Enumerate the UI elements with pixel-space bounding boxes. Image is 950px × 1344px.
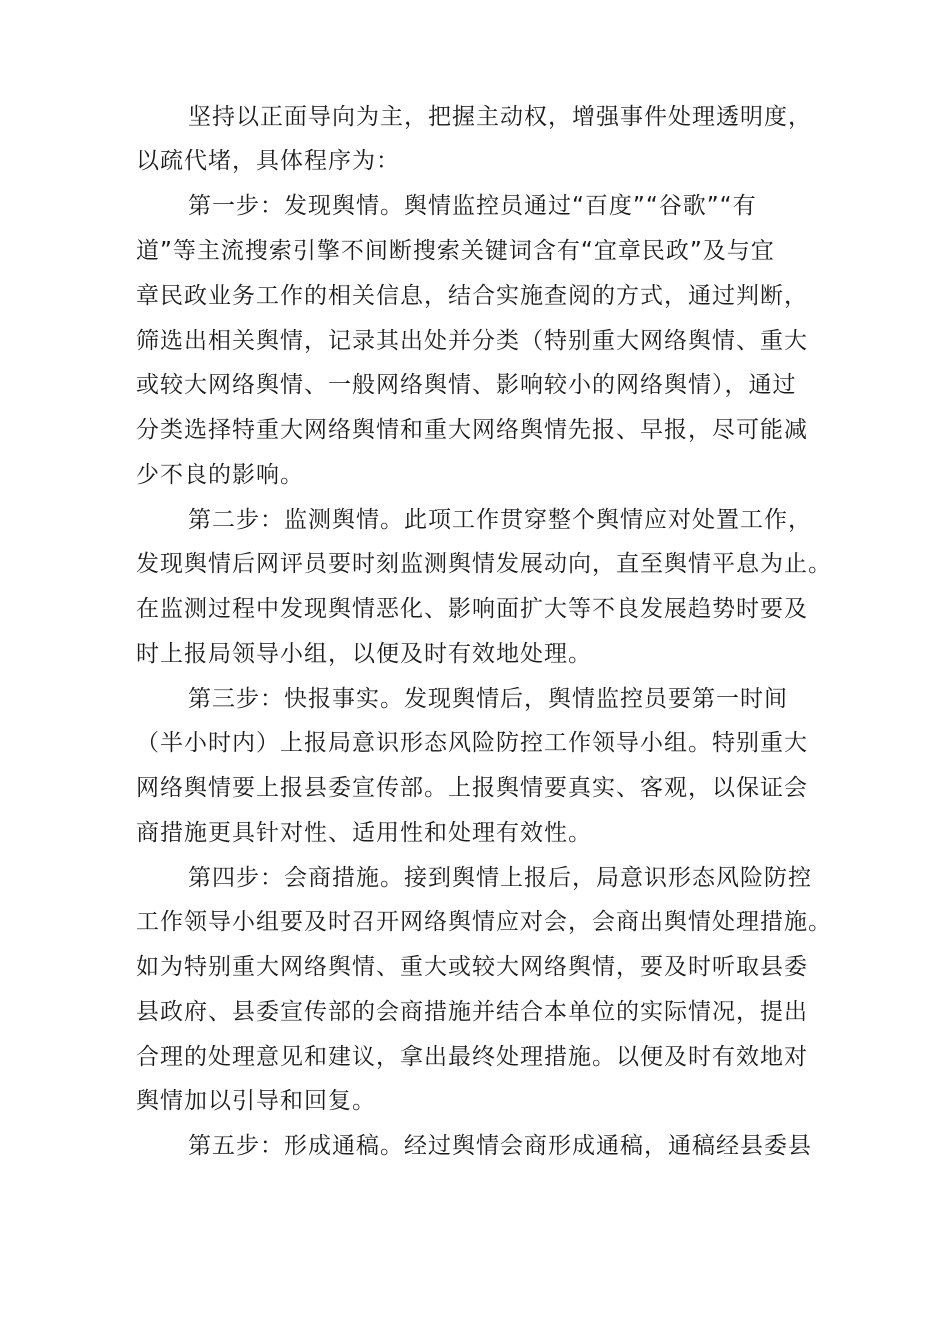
text-line: 第二步：监测舆情。此项工作贯穿整个舆情应对处置工作， [188,507,812,533]
text-line: 第五步：形成通稿。经过舆情会商形成通稿，通稿经县委县 [188,1133,812,1159]
text-line: 筛选出相关舆情，记录其出处并分类（特别重大网络舆情、重大 [136,328,808,354]
text-line: 合理的处理意见和建议，拿出最终处理措施。以便及时有效地对 [136,1044,808,1070]
text-line: 分类选择特重大网络舆情和重大网络舆情先报、早报，尽可能减 [136,417,808,443]
text-line: 县政府、县委宣传部的会商措施并结合本单位的实际情况，提出 [136,999,808,1025]
text-line: （半小时内）上报局意识形态风险防控工作领导小组。特别重大 [136,730,808,756]
text-line: 在监测过程中发现舆情恶化、影响面扩大等不良发展趋势时要及 [136,596,808,622]
text-line: 商措施更具针对性、适用性和处理有效性。 [136,820,592,846]
text-line: 第三步：快报事实。发现舆情后，舆情监控员要第一时间 [188,686,788,712]
text-line: 以疏代堵，具体程序为： [136,148,400,174]
text-line: 时上报局领导小组，以便及时有效地处理。 [136,641,592,667]
text-line: 道”等主流搜索引擎不间断搜索关键词含有“宜章民政”及与宜 [136,238,775,264]
text-line: 坚持以正面导向为主，把握主动权，增强事件处理透明度， [188,104,812,130]
text-line: 网络舆情要上报县委宣传部。上报舆情要真实、客观，以保证会 [136,775,808,801]
text-line: 少不良的影响。 [136,462,304,488]
text-line: 第一步：发现舆情。舆情监控员通过“百度”“谷歌”“有 [188,193,757,219]
text-line: 如为特别重大网络舆情、重大或较大网络舆情，要及时听取县委 [136,954,808,980]
text-line: 第四步：会商措施。接到舆情上报后，局意识形态风险防控 [188,865,812,891]
text-line: 发现舆情后网评员要时刻监测舆情发展动向，直至舆情平息为止。 [136,551,832,577]
text-line: 工作领导小组要及时召开网络舆情应对会，会商出舆情处理措施。 [136,909,832,935]
text-line: 舆情加以引导和回复。 [136,1088,376,1114]
text-line: 或较大网络舆情、一般网络舆情、影响较小的网络舆情），通过 [136,372,797,398]
text-line: 章民政业务工作的相关信息，结合实施查阅的方式，通过判断， [136,283,808,309]
